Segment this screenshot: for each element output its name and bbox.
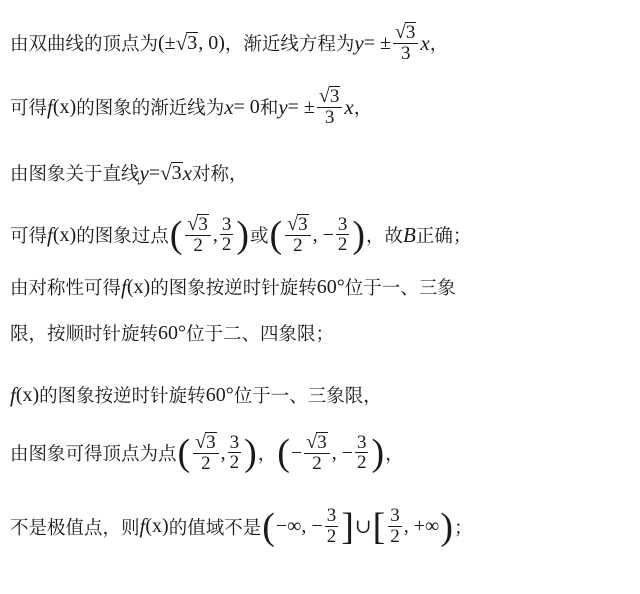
fraction-3-over-2	[355, 433, 369, 475]
text-line-6	[10, 320, 334, 346]
radicand: 3	[187, 32, 198, 55]
line-3-text-b: 对称，	[191, 164, 248, 185]
line-4-text-d: ，故	[366, 226, 404, 248]
var-x: x	[182, 160, 192, 185]
fraction-sqrt3-over-2: √ 3 2	[285, 214, 310, 257]
func-f: f	[121, 274, 127, 299]
numerator: 3	[206, 432, 216, 453]
denominator: 2	[221, 234, 232, 256]
comma-minus: , −	[331, 441, 353, 464]
denominator: 2	[390, 525, 400, 547]
numerator: 3	[229, 431, 240, 453]
line-7-text-b: 位于一、三象限，	[233, 386, 382, 407]
numerator: 3	[298, 214, 308, 235]
sqrt-3: √ 3	[175, 31, 198, 56]
line-9-text-a: 不是极值点，则	[10, 517, 140, 539]
line-1-paren-close: , 0)	[198, 31, 225, 54]
func-arg: (x)	[52, 95, 77, 118]
line-3-text-a: 由图象关于直线	[10, 164, 140, 185]
fraction-sqrt3-over-2: √ 3 2	[185, 214, 210, 257]
text-line-9	[10, 506, 472, 548]
fraction-sqrt3-over-3: √ 3 3	[317, 86, 342, 129]
denominator: 3	[400, 42, 411, 64]
sqrt-3: √ 3	[160, 161, 182, 185]
line-4-text-b: 的图象过点	[76, 226, 169, 248]
fraction-3-over-2	[228, 433, 242, 475]
var-y: y	[278, 94, 288, 119]
numerator: 3	[198, 214, 208, 235]
big-paren-open: (	[277, 432, 290, 475]
punct: ，	[385, 444, 404, 466]
fraction-3-over-2	[220, 215, 234, 257]
line-2-text-b: 的图象的渐近线为	[76, 98, 225, 120]
denominator: 2	[312, 452, 322, 474]
line-6-text-a: 限，按顺时针旋转	[10, 324, 159, 345]
denominator: 2	[201, 452, 211, 474]
degree: 60°	[205, 383, 234, 406]
var-x: x	[344, 94, 354, 119]
line-1-paren-open: (±	[158, 31, 176, 54]
punct: ，	[429, 34, 449, 56]
func-f: f	[10, 382, 16, 407]
union: ∪	[354, 516, 372, 539]
func-f: f	[47, 222, 53, 247]
degree: 60°	[158, 321, 187, 344]
numerator: 3	[405, 22, 416, 43]
big-bracket-open: [	[372, 505, 386, 548]
fraction-sqrt3-over-2: √ 3 2	[304, 432, 329, 475]
line-2-text-a: 可得	[10, 98, 48, 120]
denominator: 3	[324, 106, 335, 128]
line-5-text-a: 由对称性可得	[10, 278, 122, 299]
eq-pm: = ±	[363, 31, 391, 54]
func-arg: (x)	[52, 223, 77, 246]
var-y: y	[139, 160, 149, 185]
fraction-sqrt3-over-3: √ 3 3	[393, 22, 418, 65]
text-line-4	[10, 214, 471, 257]
func-arg: (x)	[145, 515, 169, 538]
func-f: f	[139, 514, 146, 539]
denominator: 2	[356, 452, 367, 474]
line-4-text-e: 正确；	[415, 226, 472, 248]
fraction-3-over-2	[388, 506, 402, 548]
pos-infinity: , +∞	[403, 515, 440, 538]
var-x: x	[224, 94, 234, 119]
line-8-text-a: 由图象可得顶点为点	[10, 444, 177, 466]
big-paren-open: (	[177, 432, 191, 475]
denominator: 2	[337, 234, 348, 256]
degree: 60°	[316, 275, 345, 298]
line-9-text-b: 的值域不是	[168, 517, 262, 539]
big-paren-open: (	[269, 214, 283, 257]
numerator: 3	[356, 431, 367, 453]
big-paren-open: (	[262, 505, 275, 548]
numerator: 3	[390, 505, 400, 526]
line-5-text-c: 位于一、三象	[344, 278, 456, 299]
numerator: 3	[326, 505, 337, 526]
text-line-8	[10, 432, 404, 475]
func-arg: (x)	[126, 275, 151, 298]
neg-infinity: −∞, −	[275, 515, 323, 538]
comma-minus: , −	[312, 223, 334, 246]
line-4-text-c: 或	[249, 226, 269, 248]
separator: ，	[257, 444, 277, 466]
punct: ；	[453, 517, 473, 539]
minus: −	[290, 441, 303, 464]
func-f: f	[47, 94, 53, 119]
numerator: 3	[317, 432, 327, 453]
fraction-sqrt3-over-2: √ 3 2	[193, 432, 218, 475]
text-line-2	[10, 86, 372, 129]
big-paren-close: )	[244, 432, 257, 475]
line-6-text-b: 位于二、四象限；	[186, 324, 335, 345]
denominator: 2	[326, 525, 337, 547]
var-y: y	[354, 30, 364, 55]
big-bracket-close: ]	[341, 505, 354, 548]
fraction-3-over-2	[336, 215, 350, 257]
line-2-text-c: 和	[259, 98, 279, 120]
var-x: x	[420, 30, 430, 55]
eq-zero: = 0	[233, 95, 260, 118]
line-1-text-a: 由双曲线的顶点为	[10, 34, 159, 56]
numerator: 3	[221, 213, 232, 235]
big-paren-close: )	[352, 214, 366, 257]
big-paren-close: )	[440, 505, 453, 548]
line-1-text-b: ，渐近线方程为	[224, 34, 355, 56]
fraction-3-over-2	[325, 506, 339, 548]
line-4-text-a: 可得	[10, 226, 48, 248]
punct: ，	[353, 98, 373, 120]
big-paren-close: )	[236, 214, 249, 257]
text-line-5	[10, 274, 456, 300]
text-line-1	[10, 22, 448, 65]
line-7-text-a: 的图象按逆时针旋转	[39, 386, 206, 407]
eq: =	[148, 161, 161, 184]
text-line-7	[10, 382, 382, 408]
denominator: 2	[193, 234, 203, 256]
func-arg: (x)	[15, 383, 40, 406]
text-line-3	[10, 160, 248, 186]
radicand: 3	[171, 162, 182, 184]
numerator: 3	[337, 213, 348, 235]
eq-pm: = ±	[287, 95, 315, 118]
big-paren-close: )	[371, 432, 385, 475]
comma: ,	[212, 223, 218, 246]
numerator: 3	[329, 86, 340, 107]
big-paren-open: (	[169, 214, 183, 257]
denominator: 2	[293, 234, 303, 256]
comma: ,	[220, 441, 226, 464]
denominator: 2	[229, 452, 240, 474]
option-b: B	[403, 222, 416, 247]
line-5-text-b: 的图象按逆时针旋转	[150, 278, 317, 299]
